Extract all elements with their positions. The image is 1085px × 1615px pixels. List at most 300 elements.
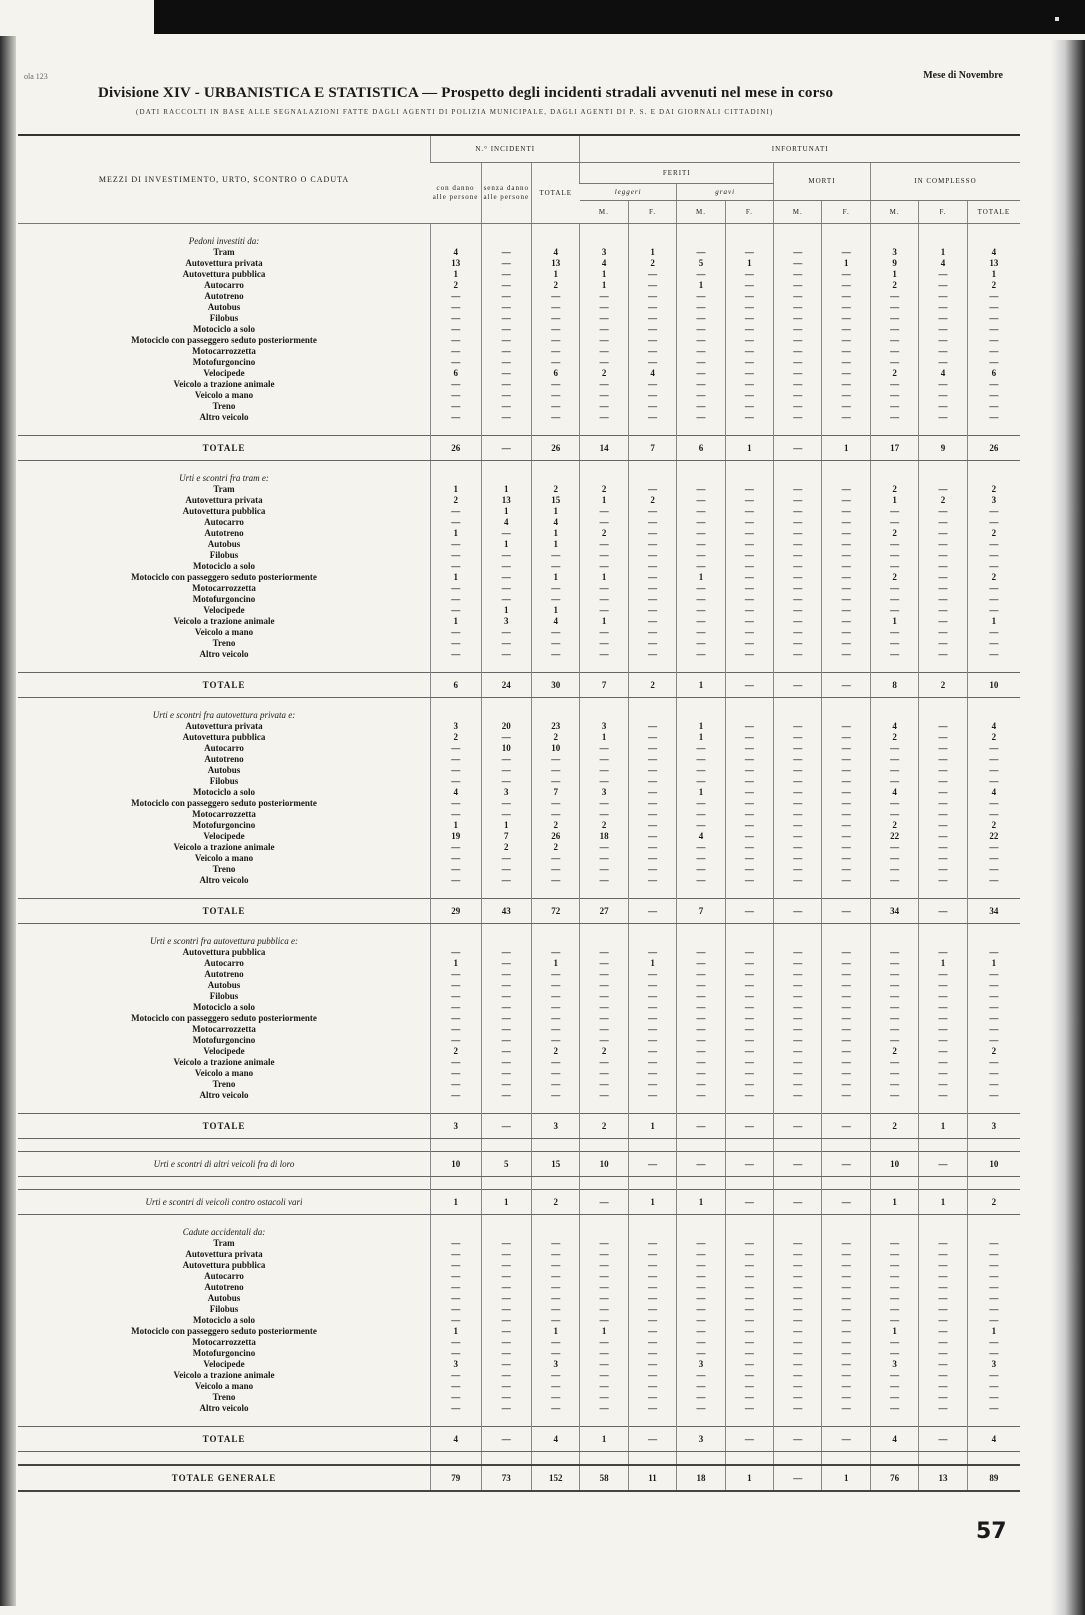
table-cell: — [967, 561, 1020, 572]
table-cell: — [532, 627, 580, 638]
vehicle-label: Velocipede [203, 831, 245, 841]
table-cell: — [870, 313, 918, 324]
vehicle-label: Veicolo a trazione animale [173, 616, 275, 626]
table-cell: — [774, 1152, 822, 1177]
table-cell: 1 [431, 528, 482, 539]
table-cell: 1 [580, 280, 628, 291]
table-cell: 1 [870, 1190, 918, 1215]
table-cell: — [677, 269, 725, 280]
table-cell: — [967, 864, 1020, 875]
table-cell: — [431, 842, 482, 853]
table-cell: — [481, 649, 532, 660]
table-cell: — [481, 1046, 532, 1057]
table-cell: — [774, 1348, 822, 1359]
table-cell: — [431, 798, 482, 809]
table-cell: — [870, 517, 918, 528]
table-cell: — [677, 765, 725, 776]
table-cell: 4 [967, 247, 1020, 258]
table-row [18, 787, 1020, 798]
table-cell: — [822, 1152, 870, 1177]
table-cell: — [580, 1392, 628, 1403]
table-cell: — [725, 1427, 773, 1452]
table-cell: — [677, 1152, 725, 1177]
table-cell: — [774, 958, 822, 969]
table-cell: — [481, 258, 532, 269]
table-cell: — [774, 627, 822, 638]
table-cell: 2 [532, 842, 580, 853]
table-cell: — [919, 1326, 967, 1337]
table-cell: — [870, 1381, 918, 1392]
spacer-row [18, 1414, 1020, 1427]
table-cell: — [725, 1381, 773, 1392]
column-header-injured: INFORTUNATI [580, 135, 1020, 163]
table-cell: — [822, 1079, 870, 1090]
table-cell: — [822, 484, 870, 495]
table-cell: 1 [580, 269, 628, 280]
table-cell: — [580, 638, 628, 649]
table-cell: — [677, 390, 725, 401]
table-cell: — [532, 1293, 580, 1304]
vehicle-label: Autovettura pubblica [182, 1260, 266, 1270]
table-cell: — [822, 875, 870, 886]
table-cell: — [628, 1035, 676, 1046]
table-row [18, 313, 1020, 324]
table-row [18, 947, 1020, 958]
table-cell: — [431, 1068, 482, 1079]
table-cell: — [725, 484, 773, 495]
table-cell: — [822, 1238, 870, 1249]
vehicle-label: Autotreno [204, 754, 244, 764]
table-cell: — [431, 1392, 482, 1403]
table-cell: — [628, 1249, 676, 1260]
table-cell: — [822, 787, 870, 798]
table-cell: — [967, 1381, 1020, 1392]
table-cell: — [919, 980, 967, 991]
table-cell: — [822, 798, 870, 809]
table-cell: — [725, 754, 773, 765]
table-cell: 17 [870, 436, 918, 461]
table-cell: 4 [967, 721, 1020, 732]
table-cell: — [481, 1293, 532, 1304]
table-cell: 10 [481, 743, 532, 754]
table-cell: — [870, 302, 918, 313]
single-label: Urti e scontri di altri veicoli fra di loro [18, 1152, 431, 1177]
table-cell: — [431, 1035, 482, 1046]
table-cell: — [774, 517, 822, 528]
vehicle-label: Altro veicolo [199, 1403, 249, 1413]
table-cell: — [919, 1035, 967, 1046]
table-cell: — [677, 754, 725, 765]
table-cell: — [967, 969, 1020, 980]
table-cell: — [628, 1315, 676, 1326]
table-cell: — [481, 754, 532, 765]
table-cell: — [628, 969, 676, 980]
table-cell: — [822, 247, 870, 258]
table-cell: — [919, 1013, 967, 1024]
table-cell: — [628, 638, 676, 649]
table-cell: — [431, 1337, 482, 1348]
table-cell: — [967, 346, 1020, 357]
table-cell: — [677, 1370, 725, 1381]
vehicle-label: Treno [212, 401, 236, 411]
table-cell: — [822, 743, 870, 754]
table-cell: 2 [870, 368, 918, 379]
table-cell: 26 [967, 436, 1020, 461]
table-cell: — [725, 368, 773, 379]
table-cell: — [580, 594, 628, 605]
table-row [18, 517, 1020, 528]
table-cell: — [628, 1326, 676, 1337]
table-cell: 1 [870, 495, 918, 506]
table-row [18, 820, 1020, 831]
table-cell: — [481, 980, 532, 991]
col-f: F. [822, 201, 870, 224]
table-row [18, 842, 1020, 853]
table-cell: — [580, 980, 628, 991]
vehicle-label: Veicolo a mano [194, 1068, 254, 1078]
table-cell: — [870, 561, 918, 572]
table-cell: — [725, 798, 773, 809]
table-cell: — [822, 550, 870, 561]
table-row [18, 1271, 1020, 1282]
table-cell: — [580, 412, 628, 423]
table-row [18, 495, 1020, 506]
table-cell: — [532, 864, 580, 875]
table-cell: — [580, 1359, 628, 1370]
table-cell: — [967, 401, 1020, 412]
table-row [18, 732, 1020, 743]
table-cell: — [919, 1079, 967, 1090]
column-header-wounded: FERITI [580, 163, 774, 184]
table-cell: — [431, 1024, 482, 1035]
table-cell: — [677, 528, 725, 539]
table-cell: 1 [532, 539, 580, 550]
table-cell: — [967, 1249, 1020, 1260]
table-cell: — [431, 605, 482, 616]
table-cell: 2 [870, 1046, 918, 1057]
table-cell: — [967, 313, 1020, 324]
table-cell: — [677, 776, 725, 787]
table-cell: — [967, 539, 1020, 550]
table-cell: — [481, 875, 532, 886]
table-cell: — [677, 335, 725, 346]
table-cell: 5 [677, 258, 725, 269]
table-cell: — [580, 743, 628, 754]
table-cell: — [967, 627, 1020, 638]
table-cell: 4 [580, 258, 628, 269]
table-cell: 2 [967, 1046, 1020, 1057]
table-cell: 1 [919, 958, 967, 969]
table-cell: — [919, 947, 967, 958]
table-cell: — [677, 484, 725, 495]
table-cell: — [677, 291, 725, 302]
table-cell: 2 [580, 484, 628, 495]
vehicle-label: Autotreno [204, 969, 244, 979]
table-cell: — [532, 1035, 580, 1046]
table-cell: — [580, 1057, 628, 1068]
table-cell: — [431, 1370, 482, 1381]
table-cell: — [431, 1315, 482, 1326]
table-cell: — [822, 506, 870, 517]
spacer-row [18, 886, 1020, 899]
table-cell: — [822, 1002, 870, 1013]
table-cell: — [481, 627, 532, 638]
table-cell: — [628, 605, 676, 616]
table-cell: — [822, 605, 870, 616]
table-cell: — [580, 991, 628, 1002]
table-cell: — [774, 1304, 822, 1315]
table-cell: 1 [677, 280, 725, 291]
table-cell: — [532, 1282, 580, 1293]
table-cell: — [774, 649, 822, 660]
table-cell: 22 [967, 831, 1020, 842]
table-cell: — [725, 517, 773, 528]
table-row [18, 1238, 1020, 1249]
table-cell: — [870, 776, 918, 787]
table-cell: — [774, 539, 822, 550]
table-cell: — [481, 864, 532, 875]
table-cell: — [967, 1282, 1020, 1293]
single-label: Urti e scontri di veicoli contro ostacoli vari [18, 1190, 431, 1215]
table-cell: — [628, 1282, 676, 1293]
table-cell: — [580, 1090, 628, 1101]
table-cell: — [725, 1304, 773, 1315]
table-cell: — [481, 1090, 532, 1101]
vehicle-label: Filobus [209, 550, 239, 560]
table-row [18, 1079, 1020, 1090]
table-cell: — [677, 1002, 725, 1013]
table-row [18, 798, 1020, 809]
table-cell: 9 [870, 258, 918, 269]
table-cell: — [870, 1348, 918, 1359]
vehicle-label: Treno [212, 638, 236, 648]
table-cell: — [725, 1002, 773, 1013]
table-row [18, 1068, 1020, 1079]
table-cell: — [431, 539, 482, 550]
table-cell: — [774, 831, 822, 842]
table-cell: — [967, 379, 1020, 390]
table-cell: 34 [967, 899, 1020, 924]
table-cell: 4 [967, 1427, 1020, 1452]
table-cell: — [725, 649, 773, 660]
table-cell: — [822, 1024, 870, 1035]
table-cell: — [822, 1381, 870, 1392]
table-cell: — [628, 1152, 676, 1177]
table-cell: — [725, 627, 773, 638]
table-cell: — [481, 313, 532, 324]
table-cell: 1 [677, 732, 725, 743]
table-cell: — [532, 649, 580, 660]
table-cell: — [677, 401, 725, 412]
table-cell: — [822, 1326, 870, 1337]
table-cell: — [580, 1002, 628, 1013]
table-cell: — [431, 1271, 482, 1282]
table-cell: — [725, 809, 773, 820]
table-cell: — [481, 390, 532, 401]
table-cell: — [677, 1046, 725, 1057]
table-cell: — [481, 1282, 532, 1293]
total-label: TOTALE [18, 673, 431, 698]
spacer-row [18, 461, 1020, 474]
table-cell: 2 [628, 495, 676, 506]
table-cell: — [677, 1035, 725, 1046]
table-cell: — [431, 991, 482, 1002]
table-cell: — [677, 969, 725, 980]
table-cell: 2 [870, 820, 918, 831]
table-cell: 4 [870, 1427, 918, 1452]
table-cell: — [628, 853, 676, 864]
table-cell: — [580, 324, 628, 335]
table-cell: — [919, 1392, 967, 1403]
vehicle-label: Motociclo con passeggero seduto posteriormente [131, 1326, 317, 1336]
vehicle-label: Motociclo a solo [193, 787, 255, 797]
table-cell: — [774, 1249, 822, 1260]
vehicle-label: Autocarro [204, 517, 244, 527]
vehicle-label: Autovettura pubblica [182, 269, 266, 279]
table-cell: — [431, 346, 482, 357]
table-cell: — [532, 335, 580, 346]
table-cell: — [725, 539, 773, 550]
vehicle-label: Treno [212, 864, 236, 874]
vehicle-label: Autovettura pubblica [182, 732, 266, 742]
table-cell: 1 [431, 484, 482, 495]
table-cell: — [481, 1370, 532, 1381]
table-cell: — [431, 550, 482, 561]
table-cell: 2 [580, 820, 628, 831]
col-f: F. [919, 201, 967, 224]
table-cell: 2 [967, 1190, 1020, 1215]
table-cell: 2 [532, 280, 580, 291]
table-cell: 1 [967, 269, 1020, 280]
table-cell: — [628, 842, 676, 853]
table-cell: 2 [628, 673, 676, 698]
table-row [18, 594, 1020, 605]
table-cell: — [725, 1359, 773, 1370]
table-cell: 1 [481, 484, 532, 495]
table-cell: — [870, 980, 918, 991]
table-cell: — [774, 1359, 822, 1370]
spacer-row [18, 423, 1020, 436]
table-cell: — [481, 1260, 532, 1271]
table-cell: — [919, 1427, 967, 1452]
table-cell: — [677, 539, 725, 550]
table-row [18, 1035, 1020, 1046]
table-row [18, 864, 1020, 875]
table-cell: — [628, 1079, 676, 1090]
table-cell: — [822, 1068, 870, 1079]
table-cell: 23 [532, 721, 580, 732]
table-row [18, 561, 1020, 572]
table-cell: 1 [919, 247, 967, 258]
table-cell: — [822, 517, 870, 528]
table-cell: — [725, 1068, 773, 1079]
table-cell: — [919, 528, 967, 539]
table-row [18, 572, 1020, 583]
table-cell: — [774, 1271, 822, 1282]
table-cell: — [481, 572, 532, 583]
table-cell: 5 [481, 1152, 532, 1177]
table-cell: — [822, 379, 870, 390]
table-cell: — [431, 947, 482, 958]
table-cell: — [822, 1190, 870, 1215]
table-cell: 1 [481, 605, 532, 616]
table-cell: — [822, 1403, 870, 1414]
table-cell: — [628, 1271, 676, 1282]
table-cell: 7 [628, 436, 676, 461]
table-cell: 1 [532, 269, 580, 280]
table-cell: — [628, 280, 676, 291]
table-cell: 1 [870, 1326, 918, 1337]
spacer-row [18, 224, 1020, 237]
vehicle-label: Autovettura pubblica [182, 506, 266, 516]
table-cell: — [481, 335, 532, 346]
table-cell: — [628, 346, 676, 357]
table-cell: — [481, 1238, 532, 1249]
table-cell: — [725, 506, 773, 517]
table-cell: 1 [628, 1190, 676, 1215]
table-cell: — [774, 324, 822, 335]
vehicle-label: Veicolo a trazione animale [173, 379, 275, 389]
table-cell: — [725, 594, 773, 605]
table-cell: — [628, 269, 676, 280]
table-row [18, 754, 1020, 765]
table-cell: — [481, 247, 532, 258]
spacer-row [18, 1177, 1020, 1190]
table-cell: — [677, 809, 725, 820]
table-cell: 4 [628, 368, 676, 379]
table-cell: — [580, 539, 628, 550]
table-cell: — [774, 313, 822, 324]
table-cell: — [677, 1403, 725, 1414]
table-cell: — [677, 1348, 725, 1359]
table-cell: — [967, 1068, 1020, 1079]
table-cell: — [870, 1238, 918, 1249]
table-cell: 2 [532, 484, 580, 495]
table-cell: 14 [580, 436, 628, 461]
table-cell: — [870, 1271, 918, 1282]
table-row [18, 1381, 1020, 1392]
table-cell: 1 [580, 616, 628, 627]
table-row [18, 627, 1020, 638]
table-cell: 4 [677, 831, 725, 842]
table-cell: — [870, 1260, 918, 1271]
table-cell: — [870, 1035, 918, 1046]
table-cell: 13 [431, 258, 482, 269]
table-cell: — [481, 1002, 532, 1013]
table-cell: — [431, 1304, 482, 1315]
table-cell: — [628, 335, 676, 346]
month-label: Mese di Novembre [923, 70, 1003, 81]
table-cell: 26 [532, 436, 580, 461]
table-cell: — [870, 958, 918, 969]
table-cell: — [967, 1304, 1020, 1315]
table-cell: — [431, 809, 482, 820]
table-cell: — [725, 947, 773, 958]
table-cell: — [725, 412, 773, 423]
vehicle-label: Autobus [207, 539, 241, 549]
table-cell: — [725, 1057, 773, 1068]
table-cell: — [774, 247, 822, 258]
table-cell: 1 [919, 1114, 967, 1139]
table-cell: — [870, 324, 918, 335]
table-cell: — [532, 313, 580, 324]
table-cell: — [580, 583, 628, 594]
table-cell: — [580, 842, 628, 853]
table-cell: 1 [967, 958, 1020, 969]
table-cell: — [628, 732, 676, 743]
table-cell: — [774, 991, 822, 1002]
section-title-row [18, 1227, 1020, 1238]
